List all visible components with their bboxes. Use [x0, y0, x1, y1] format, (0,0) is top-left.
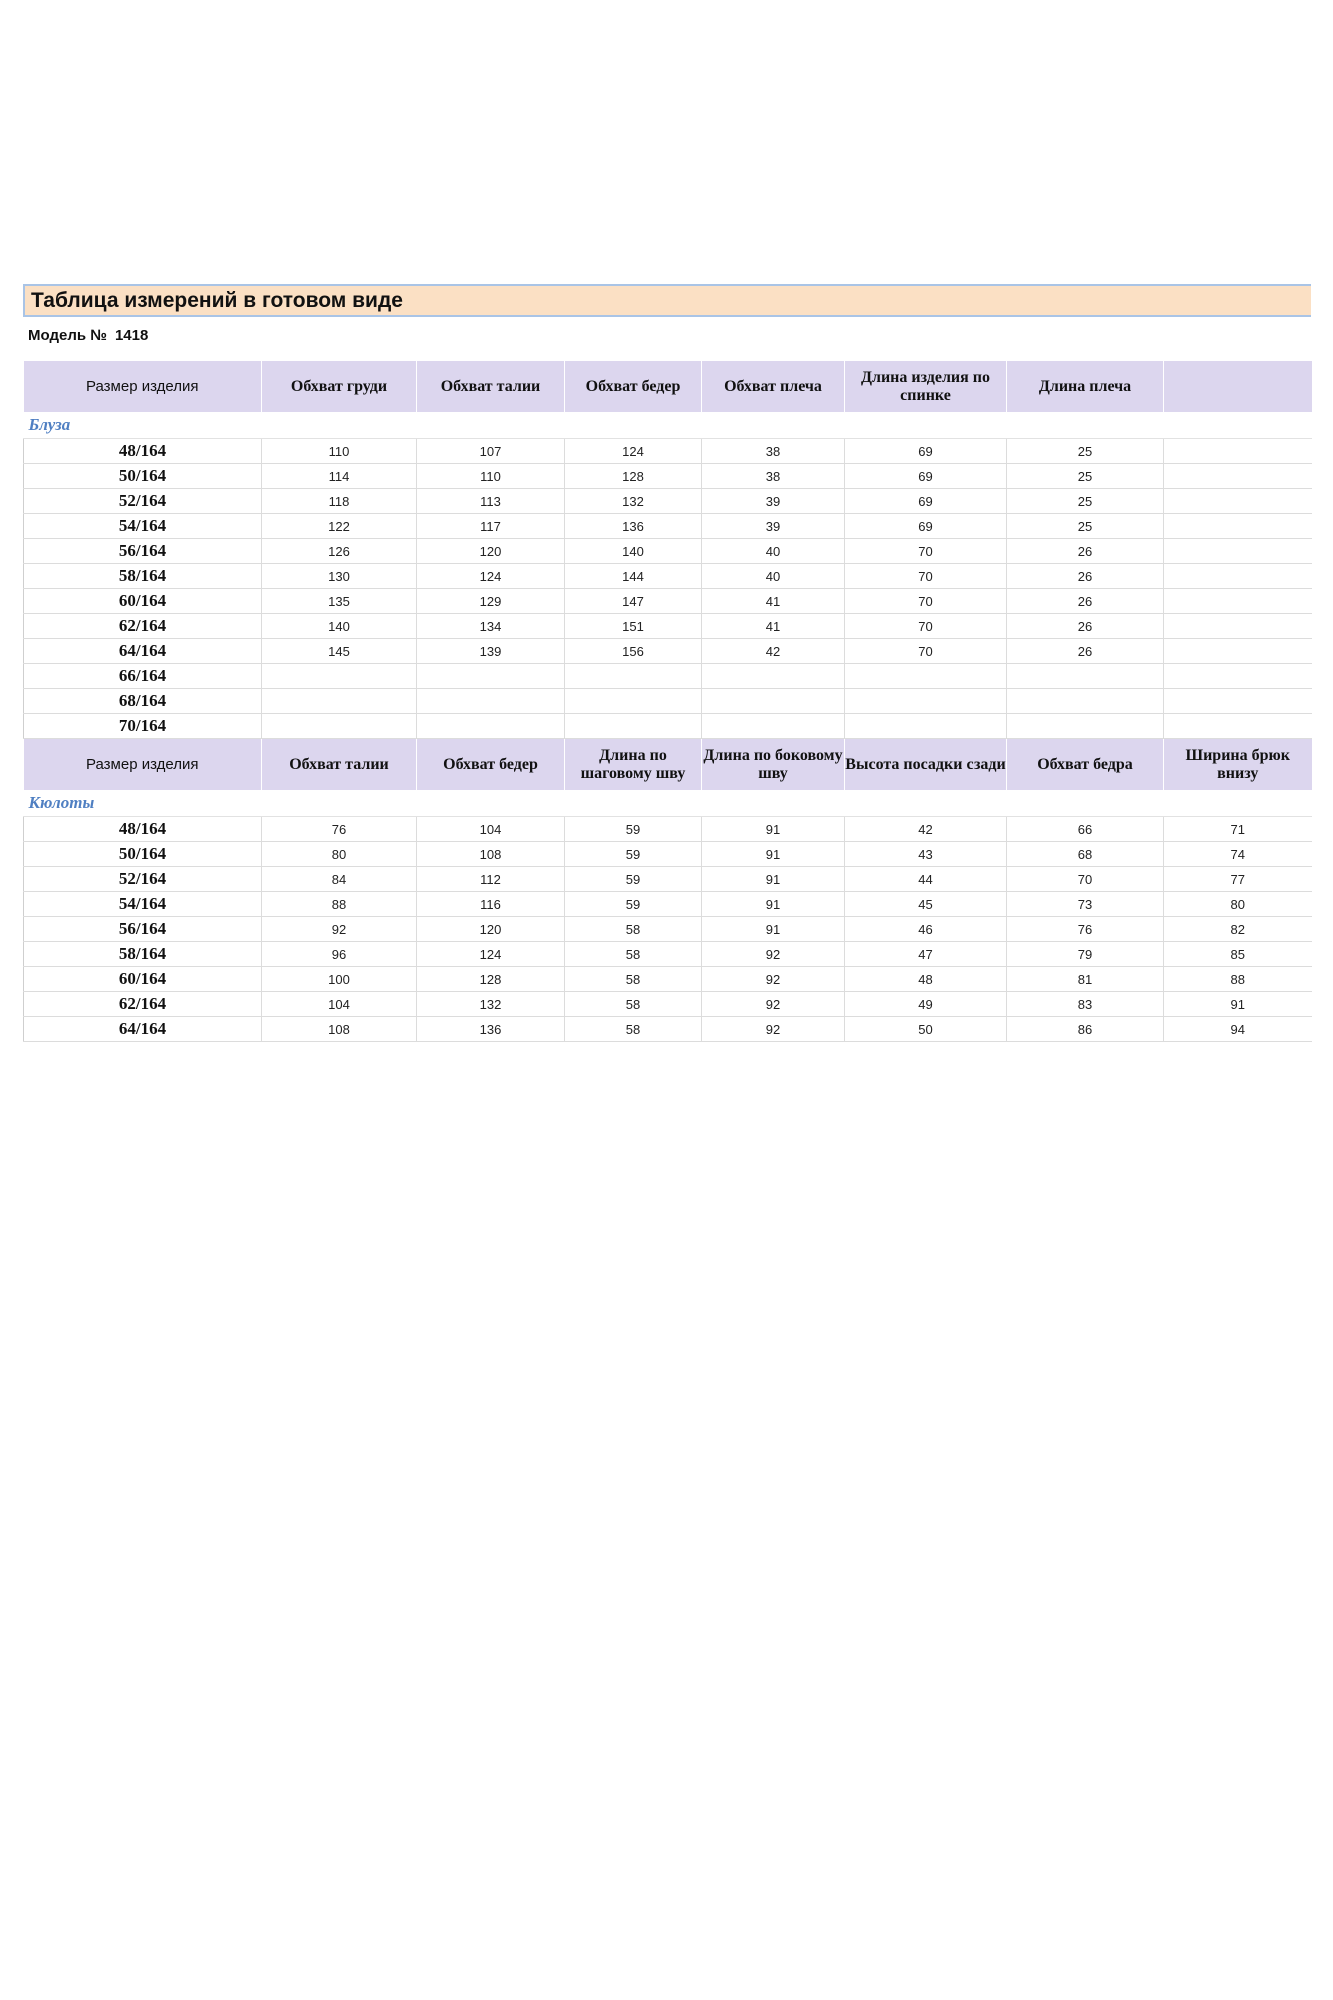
- measurement-cell: 40: [702, 564, 845, 589]
- measurement-cell: 104: [417, 817, 565, 842]
- measurement-cell: 58: [565, 967, 702, 992]
- measurement-cell: [1164, 689, 1312, 714]
- measurement-cell: 71: [1164, 817, 1312, 842]
- measurement-cell: [1164, 664, 1312, 689]
- measurement-cell: 39: [702, 489, 845, 514]
- measurement-cell: 42: [845, 817, 1007, 842]
- measurement-cell: 73: [1007, 892, 1164, 917]
- measurement-cell: 66: [1007, 817, 1164, 842]
- measurement-cell: 91: [702, 917, 845, 942]
- measurement-cell: 39: [702, 514, 845, 539]
- blouse-header-cell: Обхват груди: [262, 361, 417, 412]
- size-cell: 48/164: [24, 439, 262, 464]
- measurement-cell: [417, 664, 565, 689]
- measurement-cell: 124: [417, 942, 565, 967]
- size-cell: 70/164: [24, 714, 262, 739]
- measurement-cell: [1164, 439, 1312, 464]
- measurement-sheet: [23, 284, 1311, 1042]
- measurement-cell: [1164, 589, 1312, 614]
- measurement-cell: 120: [417, 917, 565, 942]
- blouse-header-cell: Обхват плеча: [702, 361, 845, 412]
- culottes-header-cell: Размер изделия: [24, 739, 262, 791]
- measurement-cell: 88: [262, 892, 417, 917]
- measurement-cell: 69: [845, 439, 1007, 464]
- measurement-cell: 26: [1007, 564, 1164, 589]
- measurement-cell: 45: [845, 892, 1007, 917]
- measurement-cell: [1164, 514, 1312, 539]
- measurement-cell: [702, 714, 845, 739]
- measurement-cell: 91: [702, 817, 845, 842]
- size-cell: 60/164: [24, 967, 262, 992]
- size-cell: 54/164: [24, 892, 262, 917]
- measurement-cell: 110: [262, 439, 417, 464]
- measurement-cell: [565, 664, 702, 689]
- measurement-cell: 134: [417, 614, 565, 639]
- measurement-cell: 26: [1007, 639, 1164, 664]
- measurement-cell: 108: [262, 1017, 417, 1042]
- model-number: 1418: [114, 326, 149, 344]
- measurement-cell: 100: [262, 967, 417, 992]
- measurement-cell: [1164, 714, 1312, 739]
- measurement-cell: 26: [1007, 539, 1164, 564]
- measurement-cell: 48: [845, 967, 1007, 992]
- measurement-cell: 70: [845, 614, 1007, 639]
- measurement-cell: 116: [417, 892, 565, 917]
- measurement-cell: 156: [565, 639, 702, 664]
- table-row: [24, 817, 1312, 842]
- measurement-cell: 69: [845, 489, 1007, 514]
- size-cell: 50/164: [24, 464, 262, 489]
- measurement-cell: 59: [565, 892, 702, 917]
- measurement-cell: 122: [262, 514, 417, 539]
- culottes-header-cell: Обхват бедер: [417, 739, 565, 791]
- measurement-cell: 25: [1007, 514, 1164, 539]
- measurement-cell: 70: [845, 564, 1007, 589]
- measurement-cell: 92: [702, 992, 845, 1017]
- measurement-cell: 136: [565, 514, 702, 539]
- measurement-cell: 91: [702, 867, 845, 892]
- measurement-cell: 140: [565, 539, 702, 564]
- measurement-cell: 92: [702, 967, 845, 992]
- measurement-cell: 83: [1007, 992, 1164, 1017]
- table-row: [24, 892, 1312, 917]
- measurement-cell: 108: [417, 842, 565, 867]
- measurement-cell: 44: [845, 867, 1007, 892]
- measurement-cell: 49: [845, 992, 1007, 1017]
- table-row: [24, 439, 1312, 464]
- blouse-section-label: Блуза: [24, 412, 1312, 439]
- measurement-cell: 38: [702, 464, 845, 489]
- measurement-cell: [262, 664, 417, 689]
- table-row: [24, 464, 1312, 489]
- measurement-cell: [1007, 689, 1164, 714]
- measurement-cell: 79: [1007, 942, 1164, 967]
- measurement-cell: [702, 689, 845, 714]
- measurement-cell: 132: [417, 992, 565, 1017]
- measurement-cell: 118: [262, 489, 417, 514]
- measurement-cell: 59: [565, 842, 702, 867]
- measurement-cell: 69: [845, 514, 1007, 539]
- measurement-cell: 128: [417, 967, 565, 992]
- blouse-header-cell: [1164, 361, 1312, 412]
- culottes-header-cell: Высота посадки сзади: [845, 739, 1007, 791]
- measurement-cell: 96: [262, 942, 417, 967]
- table-row: [24, 664, 1312, 689]
- measurement-cell: [702, 664, 845, 689]
- measurement-cell: 117: [417, 514, 565, 539]
- measurement-cell: [262, 689, 417, 714]
- measurement-cell: 85: [1164, 942, 1312, 967]
- measurement-cell: 47: [845, 942, 1007, 967]
- size-table: [23, 361, 1312, 1042]
- measurement-cell: 25: [1007, 439, 1164, 464]
- measurement-cell: 112: [417, 867, 565, 892]
- measurement-cell: 42: [702, 639, 845, 664]
- measurement-cell: 58: [565, 942, 702, 967]
- culottes-header-cell: Ширина брюк внизу: [1164, 739, 1312, 791]
- culottes-header-cell: Длина по боковому шву: [702, 739, 845, 791]
- blouse-header-cell: Размер изделия: [24, 361, 262, 412]
- measurement-cell: 104: [262, 992, 417, 1017]
- measurement-cell: 139: [417, 639, 565, 664]
- table-row: [24, 714, 1312, 739]
- measurement-cell: 107: [417, 439, 565, 464]
- table-row: [24, 614, 1312, 639]
- measurement-cell: 92: [702, 1017, 845, 1042]
- measurement-cell: 26: [1007, 589, 1164, 614]
- table-row: [24, 992, 1312, 1017]
- measurement-cell: 26: [1007, 614, 1164, 639]
- table-row: [24, 917, 1312, 942]
- blouse-header-cell: Длина плеча: [1007, 361, 1164, 412]
- measurement-cell: 76: [262, 817, 417, 842]
- measurement-cell: 151: [565, 614, 702, 639]
- measurement-cell: 41: [702, 589, 845, 614]
- measurement-cell: 59: [565, 817, 702, 842]
- size-cell: 58/164: [24, 564, 262, 589]
- measurement-cell: [1164, 539, 1312, 564]
- culottes-header-row: [24, 739, 1312, 791]
- measurement-cell: [1164, 564, 1312, 589]
- measurement-cell: 145: [262, 639, 417, 664]
- measurement-cell: 144: [565, 564, 702, 589]
- measurement-cell: [845, 664, 1007, 689]
- blouse-header-cell: Длина изделия по спинке: [845, 361, 1007, 412]
- size-cell: 52/164: [24, 489, 262, 514]
- size-cell: 48/164: [24, 817, 262, 842]
- measurement-cell: [845, 714, 1007, 739]
- measurement-cell: 124: [417, 564, 565, 589]
- measurement-cell: 50: [845, 1017, 1007, 1042]
- measurement-cell: [1164, 614, 1312, 639]
- measurement-cell: [417, 689, 565, 714]
- measurement-cell: 77: [1164, 867, 1312, 892]
- size-cell: 60/164: [24, 589, 262, 614]
- measurement-cell: 129: [417, 589, 565, 614]
- measurement-cell: 46: [845, 917, 1007, 942]
- measurement-cell: [565, 714, 702, 739]
- size-cell: 62/164: [24, 614, 262, 639]
- measurement-cell: 147: [565, 589, 702, 614]
- measurement-cell: [1007, 714, 1164, 739]
- blouse-header-row: [24, 361, 1312, 412]
- size-cell: 58/164: [24, 942, 262, 967]
- measurement-cell: 70: [845, 589, 1007, 614]
- measurement-cell: [1164, 489, 1312, 514]
- measurement-cell: 124: [565, 439, 702, 464]
- measurement-cell: 126: [262, 539, 417, 564]
- size-cell: 56/164: [24, 917, 262, 942]
- measurement-cell: 130: [262, 564, 417, 589]
- table-row: [24, 539, 1312, 564]
- blouse-header-cell: Обхват бедер: [565, 361, 702, 412]
- culottes-section-label: Кюлоты: [24, 790, 1312, 817]
- measurement-cell: 70: [1007, 867, 1164, 892]
- measurement-cell: [262, 714, 417, 739]
- measurement-cell: 91: [702, 842, 845, 867]
- table-row: [24, 689, 1312, 714]
- measurement-cell: 58: [565, 992, 702, 1017]
- measurement-cell: 38: [702, 439, 845, 464]
- measurement-cell: 140: [262, 614, 417, 639]
- measurement-cell: 91: [702, 892, 845, 917]
- size-cell: 68/164: [24, 689, 262, 714]
- measurement-cell: 25: [1007, 489, 1164, 514]
- size-cell: 56/164: [24, 539, 262, 564]
- measurement-cell: 80: [1164, 892, 1312, 917]
- measurement-cell: 113: [417, 489, 565, 514]
- measurement-cell: 114: [262, 464, 417, 489]
- measurement-cell: 58: [565, 1017, 702, 1042]
- measurement-cell: 70: [845, 539, 1007, 564]
- measurement-cell: 91: [1164, 992, 1312, 1017]
- measurement-cell: [1164, 464, 1312, 489]
- measurement-cell: 84: [262, 867, 417, 892]
- culottes-header-cell: Обхват бедра: [1007, 739, 1164, 791]
- measurement-cell: 41: [702, 614, 845, 639]
- measurement-cell: [565, 689, 702, 714]
- measurement-cell: 69: [845, 464, 1007, 489]
- measurement-cell: 110: [417, 464, 565, 489]
- measurement-cell: 128: [565, 464, 702, 489]
- measurement-cell: 92: [702, 942, 845, 967]
- culottes-header-cell: Длина по шаговому шву: [565, 739, 702, 791]
- measurement-cell: [1007, 664, 1164, 689]
- model-line: [23, 317, 1311, 353]
- measurement-cell: 86: [1007, 1017, 1164, 1042]
- table-row: [24, 564, 1312, 589]
- table-row: [24, 514, 1312, 539]
- size-cell: 50/164: [24, 842, 262, 867]
- table-row: [24, 967, 1312, 992]
- measurement-cell: 76: [1007, 917, 1164, 942]
- measurement-cell: 136: [417, 1017, 565, 1042]
- measurement-cell: 43: [845, 842, 1007, 867]
- size-cell: 64/164: [24, 639, 262, 664]
- measurement-cell: 68: [1007, 842, 1164, 867]
- measurement-cell: [1164, 639, 1312, 664]
- measurement-cell: 59: [565, 867, 702, 892]
- measurement-cell: 82: [1164, 917, 1312, 942]
- measurement-cell: [845, 689, 1007, 714]
- measurement-cell: 135: [262, 589, 417, 614]
- sheet-title: Таблица измерений в готовом виде: [23, 284, 1311, 317]
- table-row: [24, 942, 1312, 967]
- measurement-cell: 25: [1007, 464, 1164, 489]
- measurement-cell: 88: [1164, 967, 1312, 992]
- measurement-cell: 80: [262, 842, 417, 867]
- measurement-cell: 120: [417, 539, 565, 564]
- measurement-cell: 40: [702, 539, 845, 564]
- table-row: [24, 1017, 1312, 1042]
- measurement-cell: [417, 714, 565, 739]
- size-cell: 62/164: [24, 992, 262, 1017]
- size-cell: 54/164: [24, 514, 262, 539]
- blouse-header-cell: Обхват талии: [417, 361, 565, 412]
- table-row: [24, 867, 1312, 892]
- table-row: [24, 639, 1312, 664]
- size-cell: 64/164: [24, 1017, 262, 1042]
- model-label: Модель №: [28, 326, 107, 344]
- size-cell: 66/164: [24, 664, 262, 689]
- measurement-cell: 92: [262, 917, 417, 942]
- measurement-cell: 94: [1164, 1017, 1312, 1042]
- measurement-cell: 132: [565, 489, 702, 514]
- culottes-header-cell: Обхват талии: [262, 739, 417, 791]
- table-row: [24, 842, 1312, 867]
- table-row: [24, 489, 1312, 514]
- measurement-cell: 81: [1007, 967, 1164, 992]
- table-row: [24, 589, 1312, 614]
- measurement-cell: 58: [565, 917, 702, 942]
- measurement-cell: 70: [845, 639, 1007, 664]
- size-cell: 52/164: [24, 867, 262, 892]
- measurement-cell: 74: [1164, 842, 1312, 867]
